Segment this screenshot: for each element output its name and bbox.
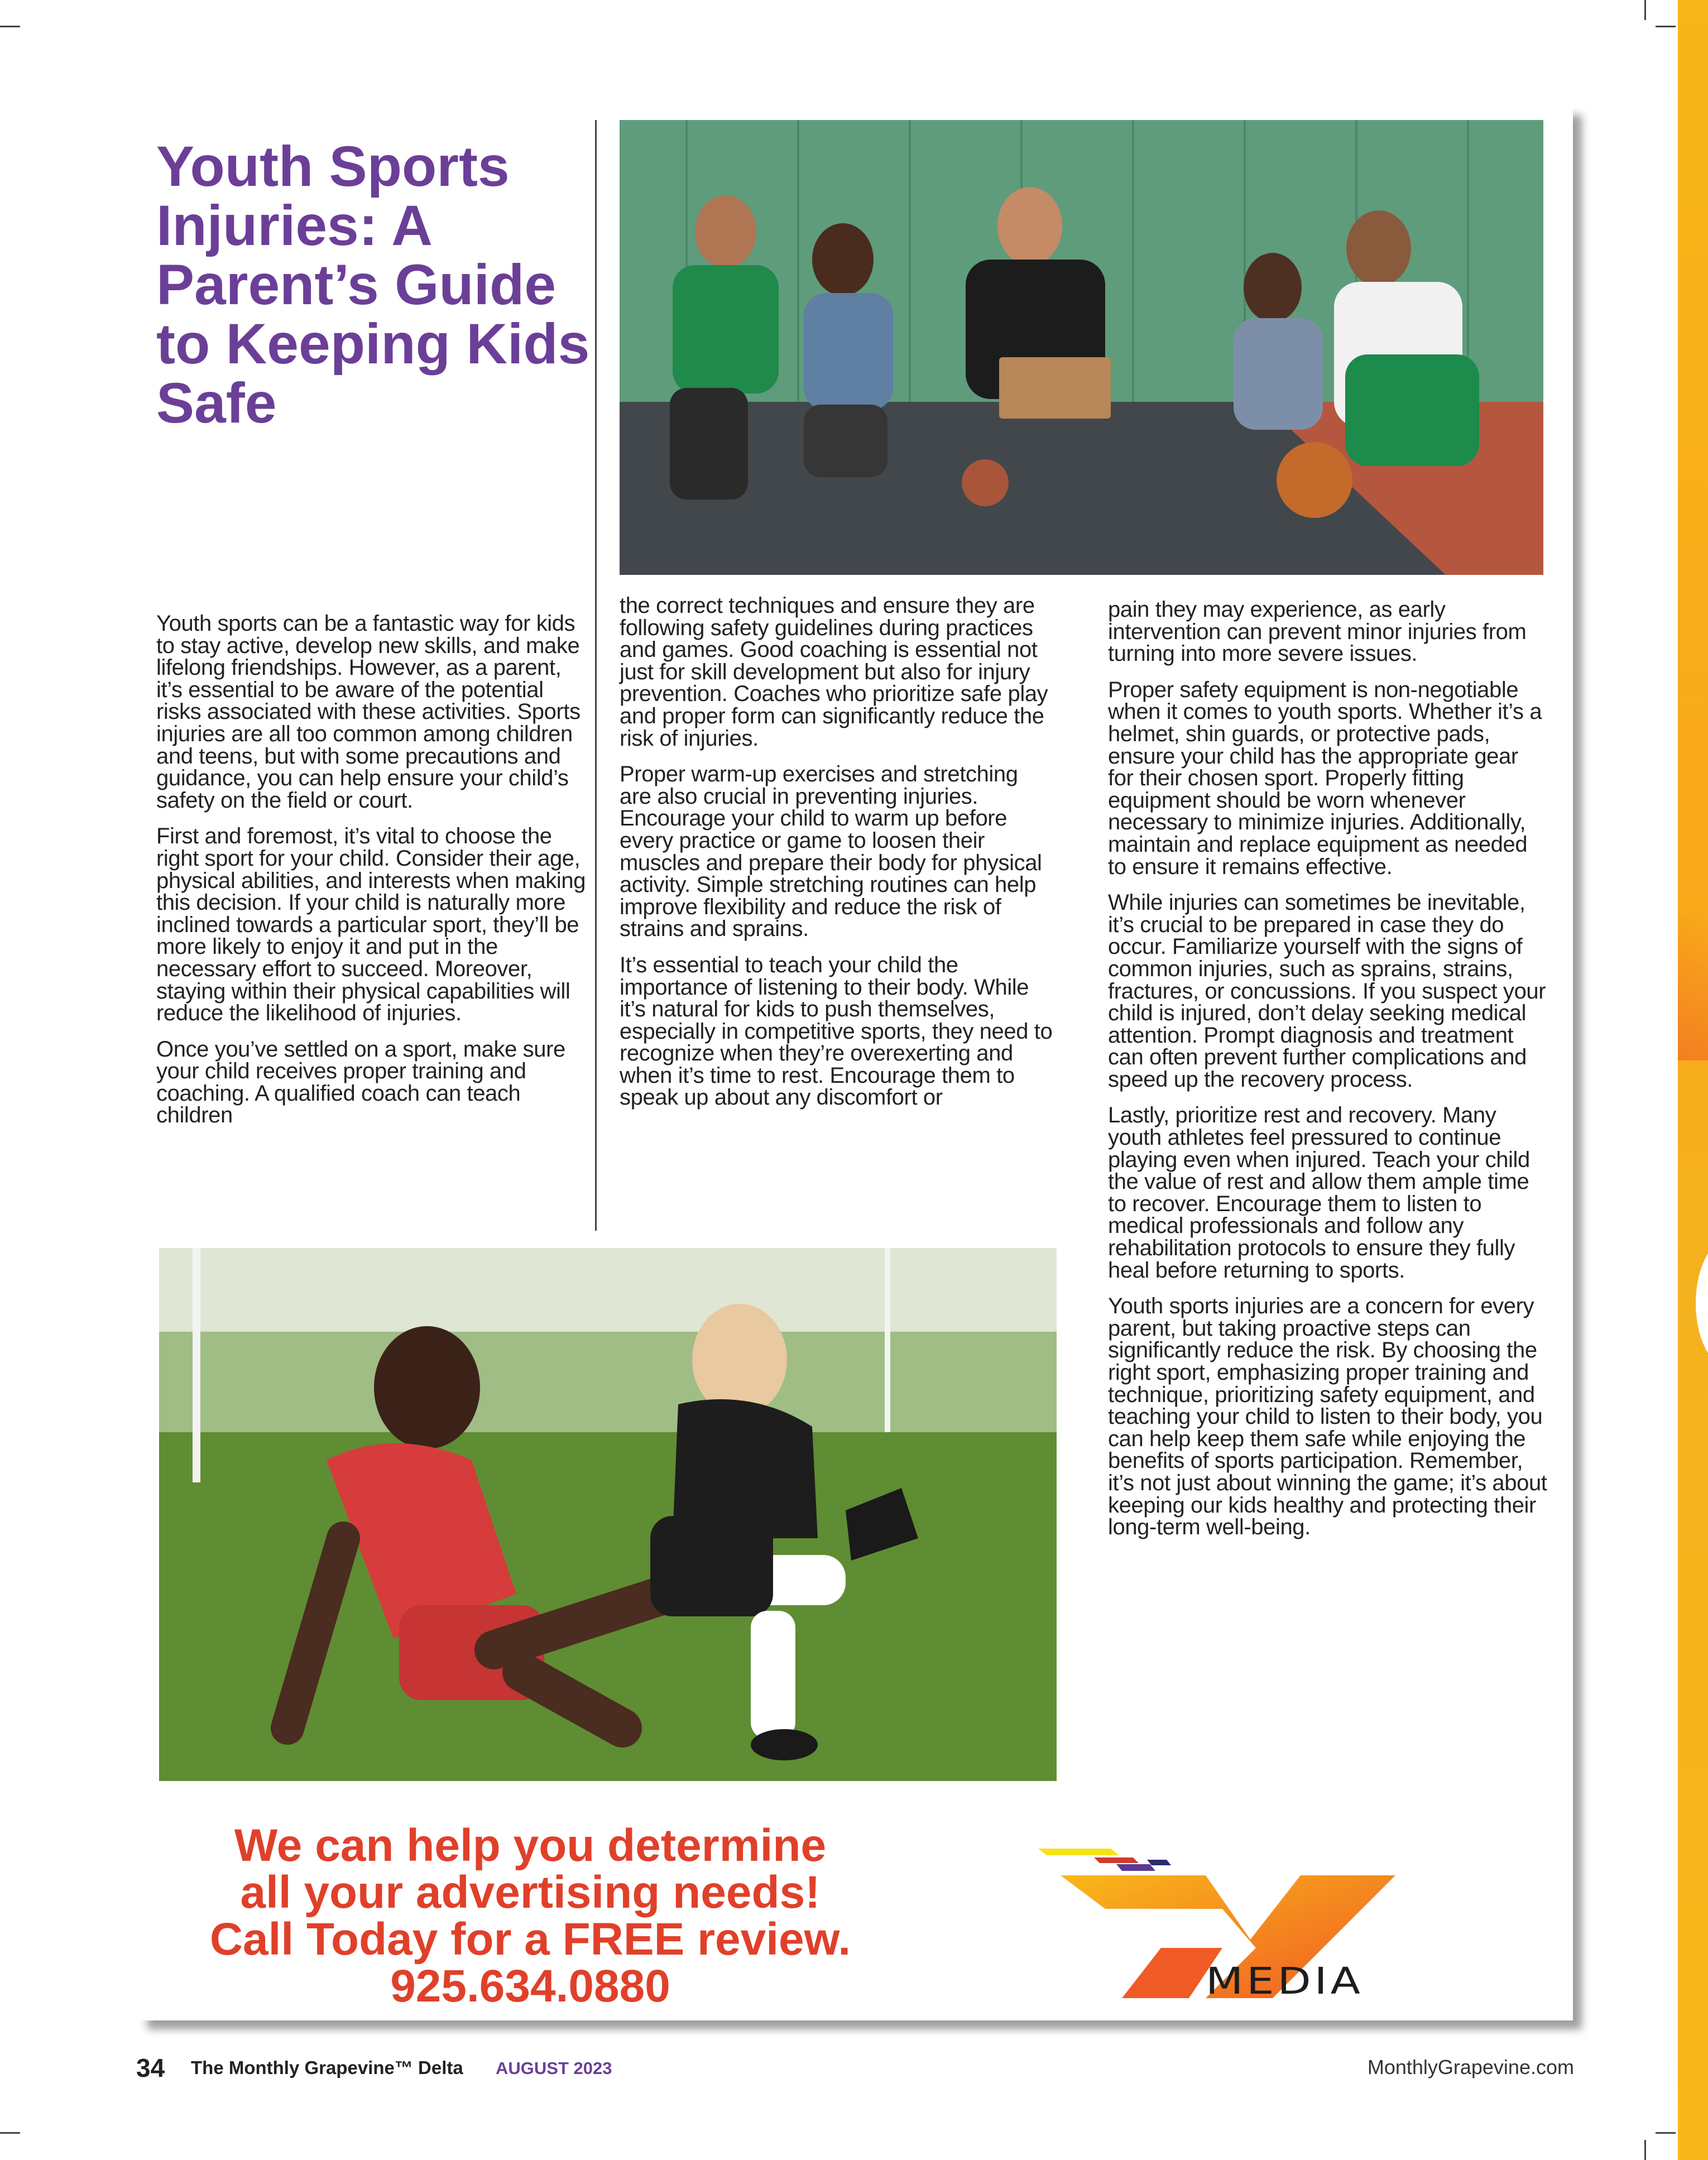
article-column-3 [1108, 599, 1549, 1553]
website-url: MonthlyGrapevine.com [1367, 2056, 1574, 2079]
ad-line: We can help you determine [234, 1820, 827, 1871]
paragraph: the correct techniques and ensure they are following safety guidelines during practices and games. Good coaching is essential not just for skill development but also for injury prevention. Coaches who prioritize safe play and proper form can significantly reduce the risk of injuries. [620, 593, 1048, 751]
photo-illustration [159, 1248, 1057, 1781]
article-title: Youth Sports Injuries: A Parent’s Guide to Keeping Kids Safe [156, 135, 590, 435]
paragraph: Proper warm-up exercises and stretching are also crucial in preventing injuries. Encourage your child to warm up before every practice or game to loosen their muscles and prepare their body for physical activity. Simple stretching routines can help improve flexibility and reduce the risk of strains and sprains. [620, 762, 1042, 942]
crop-mark [0, 26, 20, 27]
paragraph: Lastly, prioritize rest and recovery. Many youth athletes feel pressured to continue playing even when injured. Teach your child the value of rest and allow them ample time to recover. Encourage them to listen to medical professionals and follow any rehabilitation protocols to ensure they fully heal before returning to sports. [1108, 1103, 1530, 1283]
ad-line: Call Today for a FREE review. [209, 1914, 851, 1965]
crop-mark [1644, 2140, 1646, 2160]
column-divider [595, 120, 597, 1231]
paragraph: Youth sports can be a fantastic way for kids to stay active, develop new skills, and make lifelong friendships. However, as a parent, it’s essential to be aware of the potential risks associated with these activities. Sports injuries are all too common among children and teens, but with some precautions and guidance, you can help ensure your child’s safety on the field or court. [156, 611, 580, 813]
ad-phone: 925.634.0880 [390, 1961, 670, 2012]
paragraph: pain they may experience, as early intervention can prevent minor injuries from turning into more severe issues. [1108, 597, 1527, 666]
paragraph: Once you’ve settled on a sport, make sure your child receives proper training and coaching. A qualified coach can teach children [156, 1036, 565, 1128]
facing-page-graphic [1678, 915, 1708, 1060]
article-column-1 [156, 613, 592, 1141]
page-number: 34 [136, 2053, 165, 2082]
magazine-name: The Monthly Grapevine™ Delta [191, 2057, 463, 2078]
paragraph: Youth sports injuries are a concern for every parent, but taking proactive steps can significantly reduce the risk. By choosing the right sport, emphasizing proper training and technique, prioritizing safety equipment, and teaching your child to listen to their body, you can help keep them safe while enjoying the benefits of sports participation. Remember, it’s not just about winning the game; it’s about keeping our kids healthy and protecting their long-term well-being. [1108, 1294, 1547, 1540]
facing-page-edge [1678, 0, 1708, 2160]
paragraph: While injuries can sometimes be inevitable, it’s crucial to be prepared in case they do occur. Familiarize yourself with the signs of common injuries, such as sprains, strains, fractures, or concussions. If you suspect your child is injured, don’t delay seeking medical attention. Prompt diagnosis and treatment can often prevent further complications and speed up the recovery process. [1108, 890, 1546, 1092]
coach-team-huddle-photo [620, 120, 1543, 575]
issue-date: AUGUST 2023 [496, 2058, 612, 2078]
crop-mark [0, 2132, 20, 2134]
ymedia-logo-wordmark: MEDIA [1206, 1960, 1364, 2003]
crop-mark [1656, 2132, 1676, 2134]
photo-illustration [620, 120, 1543, 575]
crop-mark [1644, 0, 1646, 20]
advertising-callout [145, 1822, 915, 2010]
paragraph: It’s essential to teach your child the importance of listening to their body. While it’s natural for kids to push themselves, especially in competitive sports, they need to recognize when they’re overexerting and when it’s time to rest. Encourage them to speak up about any discomfort or [620, 952, 1053, 1110]
soccer-injury-photo [159, 1248, 1057, 1781]
article-column-2 [620, 595, 1055, 1123]
ad-line: all your advertising needs! [240, 1867, 821, 1918]
paragraph: First and foremost, it’s vital to choose the right sport for your child. Consider their age, physical abilities, and interests when making this decision. If your child is naturally more inclined towards a particular sport, they’ll be more likely to enjoy it and put in the necessary effort to succeed. Moreover, staying within their physical capabilities will reduce the likelihood of injuries. [156, 824, 586, 1026]
paragraph: Proper safety equipment is non-negotiable when it comes to youth sports. Whether it’s a helmet, shin guards, or protective pads, ensure your child has the appropriate gear for their chosen sport. Properly fitting equipment should be worn whenever necessary to minimize injuries. Additionally, maintain and replace equipment as needed to ensure it remains effective. [1108, 677, 1542, 879]
crop-mark [1656, 26, 1676, 27]
